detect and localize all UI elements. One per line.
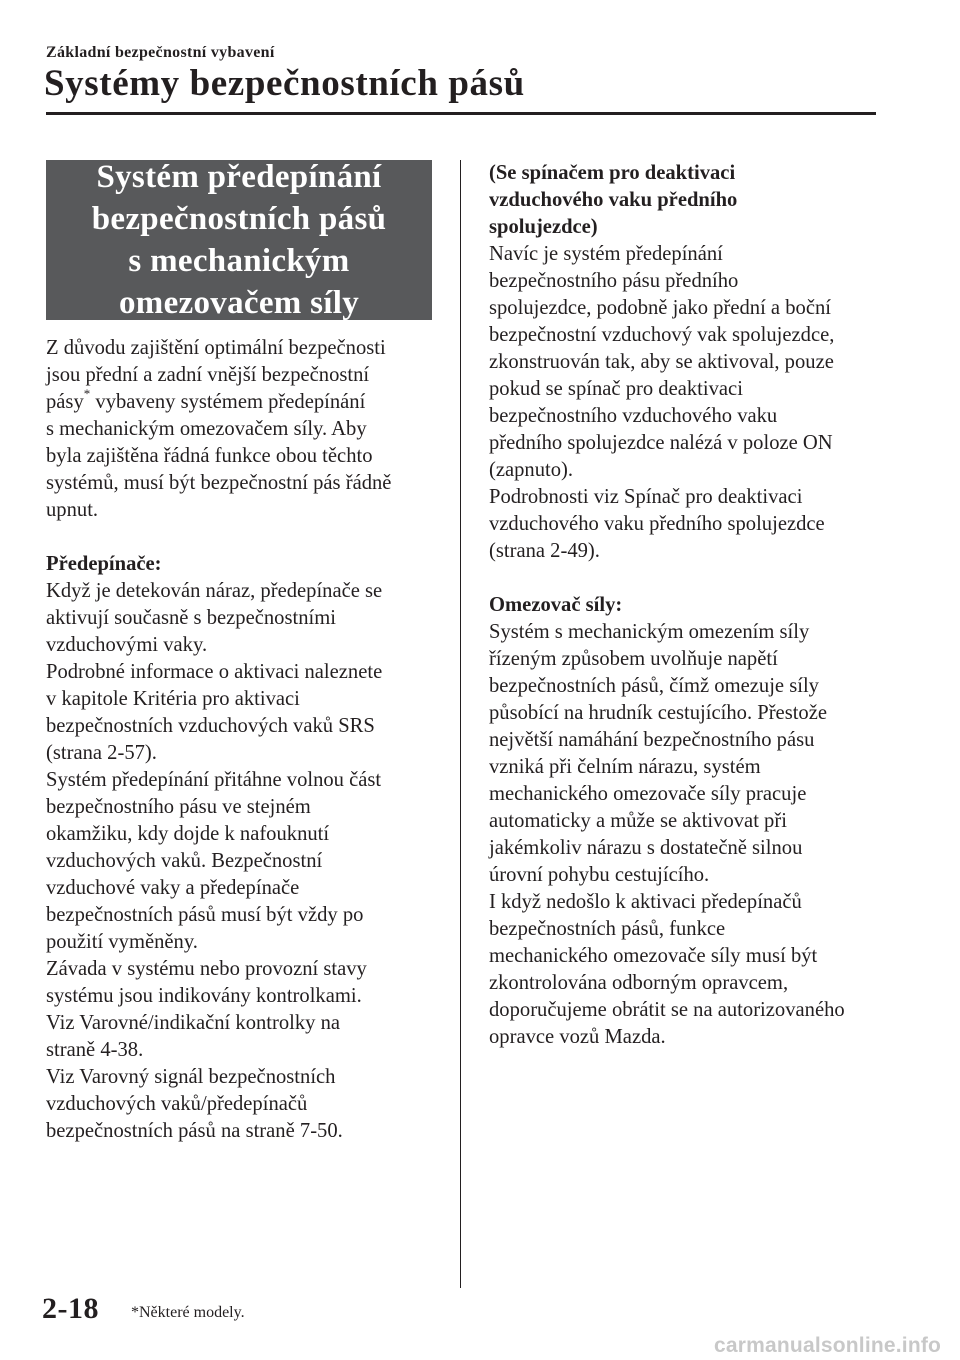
title-rule xyxy=(46,112,876,115)
footnote: *Některé modely. xyxy=(131,1304,245,1321)
switch-body xyxy=(489,241,889,565)
switch-body-line: zkonstruován tak, aby se aktivoval, pouze xyxy=(489,351,834,373)
pretensioners-body-line: použití vyměněny. xyxy=(46,931,198,953)
limiter-heading: Omezovač síly: xyxy=(489,594,623,616)
switch-body-line: předního spolujezdce nalézá v poloze ON xyxy=(489,432,833,454)
intro-line: systémů, musí být bezpečnostní pás řádně xyxy=(46,472,392,494)
limiter-body-line: bezpečnostních pásů, funkce xyxy=(489,918,726,940)
pretensioners-heading: Předepínače: xyxy=(46,553,162,575)
limiter-body-line: jakémkoliv nárazu s dostatečně silnou xyxy=(489,837,803,859)
pretensioners-body xyxy=(46,578,446,1145)
switch-body-line: pokud se spínač pro deaktivaci xyxy=(489,378,743,400)
intro-text: pásy xyxy=(46,391,84,413)
intro-line: jsou přední a zadní vnější bezpečnostní xyxy=(46,364,370,386)
switch-body-line: Podrobnosti viz Spínač pro deaktivaci xyxy=(489,486,803,508)
paragraph-gap xyxy=(489,565,889,592)
limiter-body-line: úrovní pohybu cestujícího. xyxy=(489,864,710,886)
switch-body-line: spolujezdce, podobně jako přední a boční xyxy=(489,297,831,319)
limiter-body-line: zkontrolována odborným opravcem, xyxy=(489,972,789,994)
limiter-body-line: vzniká při čelním nárazu, systém xyxy=(489,756,761,778)
switch-heading xyxy=(489,160,889,241)
pretensioners-body-line: systému jsou indikovány kontrolkami. xyxy=(46,985,362,1007)
right-column xyxy=(489,160,889,1051)
pretensioners-body-line: vzduchových vaků. Bezpečnostní xyxy=(46,850,323,872)
watermark: carmanualsonline.info xyxy=(714,1334,942,1357)
section-heading-line: Systém předepínání xyxy=(96,159,382,195)
intro-line xyxy=(46,386,446,416)
pretensioners-body-line: bezpečnostních vzduchových vaků SRS xyxy=(46,715,375,737)
pretensioners-body-line: Systém předepínání přitáhne volnou část xyxy=(46,769,382,791)
section-heading-line: omezovačem síly xyxy=(119,285,359,321)
intro-line: Z důvodu zajištění optimální bezpečnosti xyxy=(46,337,386,359)
pretensioners-body-line: Viz Varovný signál bezpečnostních xyxy=(46,1066,336,1088)
column-divider xyxy=(460,160,461,1288)
section-heading-box xyxy=(46,160,432,320)
pretensioners-body-line: vzduchové vaky a předepínače xyxy=(46,877,300,899)
section-heading-line: s mechanickým xyxy=(128,243,350,279)
limiter-body xyxy=(489,619,889,1051)
left-column xyxy=(46,335,446,1145)
pretensioners-body-line: bezpečnostního pásu ve stejném xyxy=(46,796,311,818)
switch-body-line: bezpečnostního vzduchového vaku xyxy=(489,405,778,427)
limiter-body-line: řízeným způsobem uvolňuje napětí xyxy=(489,648,778,670)
pretensioners-body-line: vzduchovými vaky. xyxy=(46,634,208,656)
pretensioners-body-line: (strana 2-57). xyxy=(46,742,157,764)
limiter-body-line: působící na hrudník cestujícího. Přestože xyxy=(489,702,828,724)
pretensioners-body-line: Závada v systému nebo provozní stavy xyxy=(46,958,367,980)
pretensioners-body-line: Podrobné informace o aktivaci naleznete xyxy=(46,661,383,683)
switch-body-line: (strana 2-49). xyxy=(489,540,600,562)
limiter-body-line: bezpečnostních pásů, čímž omezuje síly xyxy=(489,675,819,697)
intro-line: upnut. xyxy=(46,499,99,521)
limiter-body-line: mechanického omezovače síly musí být xyxy=(489,945,818,967)
switch-body-line: bezpečnostní vzduchový vak spolujezdce, xyxy=(489,324,835,346)
pretensioners-body-line: bezpečnostních pásů na straně 7-50. xyxy=(46,1120,343,1142)
intro-line: s mechanickým omezovačem síly. Aby xyxy=(46,418,367,440)
switch-body-line: vzduchového vaku předního spolujezdce xyxy=(489,513,825,535)
pretensioners-body-line: bezpečnostních pásů musí být vždy po xyxy=(46,904,364,926)
switch-heading-line: (Se spínačem pro deaktivaci xyxy=(489,162,736,184)
pretensioners-body-line: vzduchových vaků/předepínačů xyxy=(46,1093,308,1115)
limiter-body-line: Systém s mechanickým omezením síly xyxy=(489,621,810,643)
intro-text: vybaveny systémem předepínání xyxy=(90,391,366,413)
limiter-body-line: automaticky a může se aktivovat při xyxy=(489,810,787,832)
limiter-body-line: mechanického omezovače síly pracuje xyxy=(489,783,807,805)
section-heading-line: bezpečnostních pásů xyxy=(91,201,387,237)
limiter-body-line: opravce vozů Mazda. xyxy=(489,1026,666,1048)
pretensioners-body-line: Když je detekován náraz, předepínače se xyxy=(46,580,383,602)
pretensioners-body-line: aktivují současně s bezpečnostními xyxy=(46,607,336,629)
paragraph-gap xyxy=(46,524,446,551)
switch-body-line: bezpečnostního pásu předního xyxy=(489,270,739,292)
intro-line: byla zajištěna řádná funkce obou těchto xyxy=(46,445,373,467)
pretensioners-body-line: v kapitole Kritéria pro aktivaci xyxy=(46,688,300,710)
page-number: 2-18 xyxy=(42,1292,99,1325)
switch-body-line: Navíc je systém předepínání xyxy=(489,243,723,265)
pretensioners-body-line: Viz Varovné/indikační kontrolky na xyxy=(46,1012,341,1034)
limiter-body-line: největší namáhání bezpečnostního pásu xyxy=(489,729,815,751)
switch-heading-line: vzduchového vaku předního xyxy=(489,189,738,211)
footnote-marker: * xyxy=(83,386,91,402)
pretensioners-body-line: okamžiku, kdy dojde k nafouknutí xyxy=(46,823,330,845)
limiter-body-line: I když nedošlo k aktivaci předepínačů xyxy=(489,891,802,913)
limiter-body-line: doporučujeme obrátit se na autorizovaného xyxy=(489,999,845,1021)
pretensioners-body-line: straně 4-38. xyxy=(46,1039,144,1061)
breadcrumb: Základní bezpečnostní vybavení xyxy=(46,44,275,61)
switch-body-line: (zapnuto). xyxy=(489,459,574,481)
page-title: Systémy bezpečnostních pásů xyxy=(44,63,525,104)
switch-heading-line: spolujezdce) xyxy=(489,216,598,238)
